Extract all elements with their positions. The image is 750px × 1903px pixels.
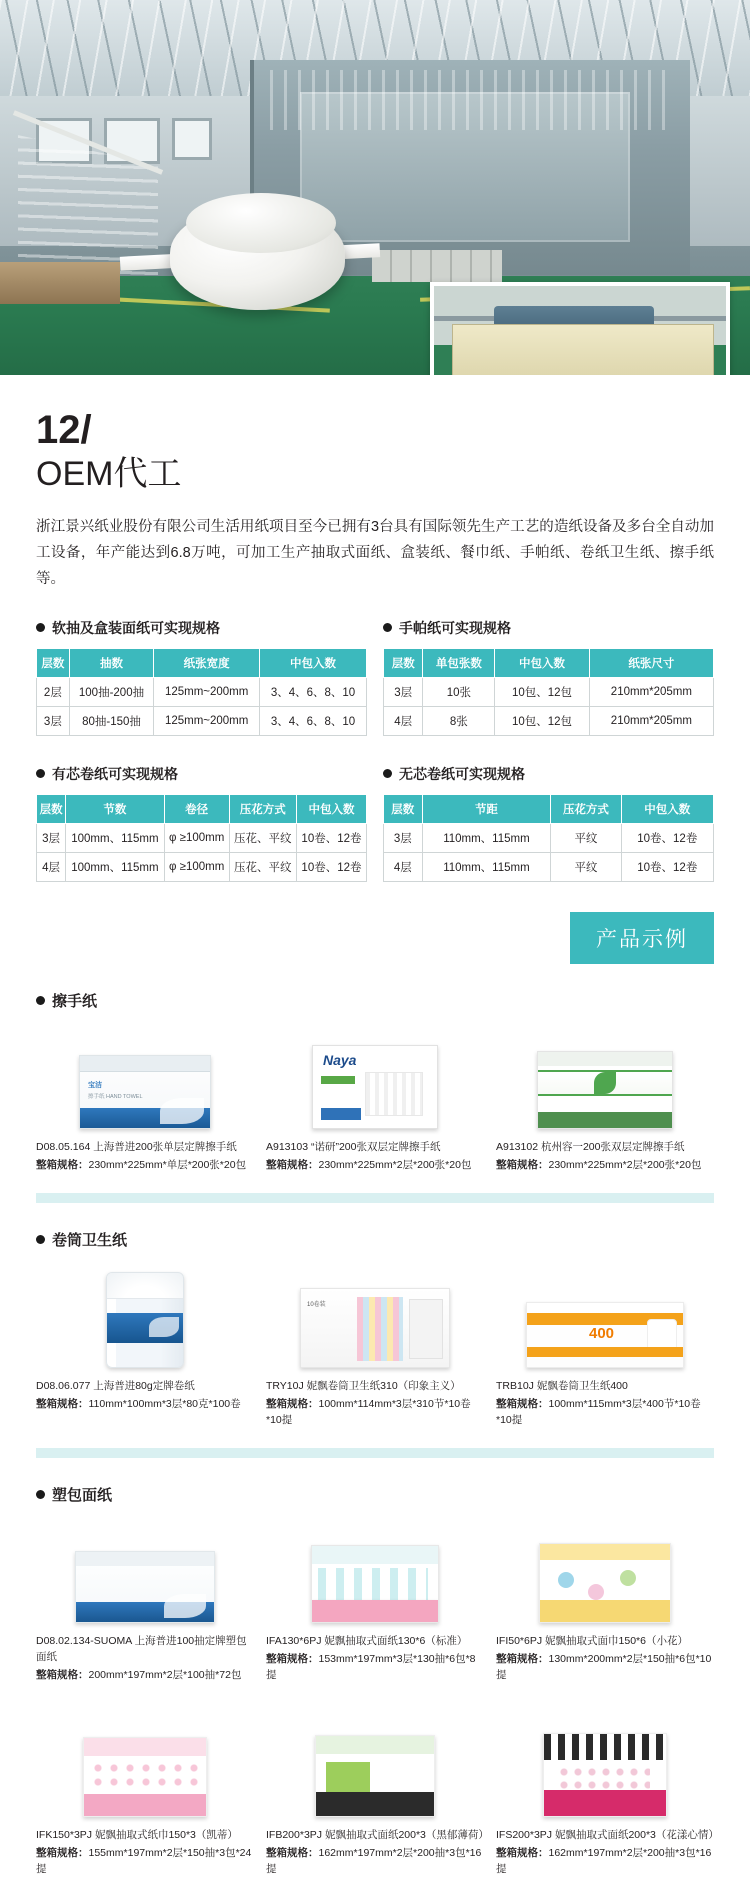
product-image: [496, 1021, 714, 1129]
table-row: [384, 677, 714, 706]
pack-bottom-band: [544, 1790, 666, 1816]
product-code-name: A913102 杭州容一200张双层定牌擦手纸: [496, 1140, 685, 1153]
spec-table-cored-roll: [36, 794, 367, 882]
spec-value: 162mm*197mm*2层*200抽*3包*16提: [266, 1846, 482, 1875]
product-spec-line: [496, 1651, 714, 1683]
converting-line-photo: [430, 282, 730, 375]
product-spec-line: [266, 1157, 484, 1173]
product-card[interactable]: [496, 1021, 714, 1173]
spec-heading-label: 无芯卷纸可实现规格: [399, 765, 525, 782]
product-spec-line: [496, 1157, 714, 1173]
pack-bottom-band: [538, 1112, 672, 1128]
table-cell: 110mm、115mm: [422, 852, 551, 881]
package-mock-softpack-blue: [75, 1551, 215, 1623]
page-number: 12/: [36, 408, 92, 452]
pack-top-panel: [84, 1738, 206, 1756]
pack-swoosh-icon: [164, 1594, 206, 1618]
table-cell: 210mm*205mm: [589, 706, 713, 735]
product-card[interactable]: [266, 1021, 484, 1173]
table-cell: 10卷、12卷: [621, 852, 713, 881]
pack-top-panel: [76, 1552, 214, 1566]
product-card[interactable]: [266, 1709, 489, 1877]
spec-label: 整箱规格：: [36, 1158, 89, 1171]
spec-value: 155mm*197mm*2层*150抽*3包*24提: [36, 1846, 252, 1875]
table-cell: 100mm、115mm: [66, 823, 164, 852]
spec-label: 整箱规格：: [496, 1652, 549, 1665]
group-heading-hand-towel: [36, 990, 714, 1011]
column-header: 中包入数: [296, 794, 366, 823]
roll-stack: [357, 1297, 403, 1361]
spec-label: 整箱规格：: [36, 1668, 89, 1681]
spec-tables-row-2: [36, 764, 714, 882]
roll-top: [107, 1273, 183, 1299]
spec-heading-soft-box: [36, 618, 367, 638]
product-grid: [36, 1260, 714, 1428]
table-cell: 80抽-150抽: [69, 706, 154, 735]
table-cell: 10卷、12卷: [621, 823, 713, 852]
pack-top-panel: [312, 1546, 438, 1564]
pack-top-panel: [538, 1052, 672, 1066]
product-spec-line: [266, 1845, 484, 1877]
column-header: 层数: [384, 648, 423, 677]
pack-green-band: [321, 1076, 355, 1084]
package-mock-softpack-yellow: [539, 1543, 671, 1623]
package-mock-green: [537, 1051, 673, 1129]
column-header: 压花方式: [229, 794, 296, 823]
column-header: 压花方式: [551, 794, 621, 823]
spec-block-coreless-roll: [383, 764, 714, 882]
table-cell: 100抽-200抽: [69, 677, 154, 706]
product-card[interactable]: [36, 1021, 254, 1173]
pack-top-panel: [544, 1734, 666, 1760]
package-mock-softpack-kitty: [83, 1737, 207, 1817]
product-group-toilet-roll: [36, 1229, 714, 1428]
table-cell: 10卷、12卷: [296, 852, 366, 881]
product-group-soft-pack: [36, 1484, 719, 1877]
product-image: [36, 1260, 254, 1368]
product-card[interactable]: [266, 1515, 484, 1683]
product-image: [266, 1515, 484, 1623]
spec-block-handkerchief: [383, 618, 714, 736]
workshop-photo: [0, 0, 750, 375]
paper-jumbo-roll-top: [186, 193, 336, 253]
spec-label: 整箱规格：: [496, 1158, 549, 1171]
pack-pattern: [318, 1568, 428, 1600]
package-mock-roll-400: [526, 1302, 684, 1368]
window: [172, 118, 212, 160]
product-caption: [496, 1827, 719, 1877]
flower-icon: [558, 1572, 574, 1588]
table-row: [384, 823, 714, 852]
table-cell: 3、4、6、8、10: [260, 706, 367, 735]
section-divider: [36, 1193, 714, 1203]
group-heading-label: 擦手纸: [52, 992, 98, 1010]
spec-value: 130mm*200mm*2层*150抽*6包*10提: [496, 1652, 712, 1681]
table-row: [37, 852, 367, 881]
product-caption: [496, 1139, 714, 1173]
product-image: [36, 1709, 254, 1817]
table-cell: 210mm*205mm: [589, 677, 713, 706]
group-heading-toilet-roll: [36, 1229, 714, 1250]
examples-banner: [0, 912, 714, 964]
package-mock-naya: [312, 1045, 438, 1129]
table-cell: φ ≥100mm: [164, 852, 229, 881]
column-header: 节数: [66, 794, 164, 823]
table-cell: 4层: [384, 706, 423, 735]
column-header: 层数: [37, 648, 70, 677]
product-code-name: IFB200*3PJ 妮飘抽取式面纸200*3（黑郁薄荷）: [266, 1828, 489, 1841]
page-title: OEM代工: [36, 455, 182, 493]
pack-bottom-band: [321, 1108, 361, 1120]
spec-heading-coreless-roll: [383, 764, 714, 784]
leaf-icon: [594, 1072, 616, 1094]
product-spec-line: [266, 1651, 484, 1683]
table-header-row: [37, 794, 367, 823]
product-image: [266, 1260, 484, 1368]
group-heading-label: 塑包面纸: [52, 1486, 113, 1504]
spec-value: 230mm*225mm*2层*200张*20包: [318, 1158, 472, 1171]
pack-bottom-band: [540, 1600, 670, 1622]
table-cell: 2层: [37, 677, 70, 706]
pack-pattern: [558, 1766, 650, 1792]
product-grid-row-2: [36, 1709, 719, 1877]
table-cell: 125mm~200mm: [154, 677, 260, 706]
table-header-row: [384, 794, 714, 823]
product-caption: [266, 1827, 489, 1877]
pack-brand-text: 宝洁: [88, 1081, 102, 1089]
column-header: 纸张宽度: [154, 648, 260, 677]
spec-value: 230mm*225mm*单层*200张*20包: [88, 1158, 247, 1171]
product-grid: [36, 1021, 714, 1173]
product-caption: [266, 1139, 484, 1173]
spec-label: 整箱规格：: [36, 1397, 89, 1410]
table-cell: 压花、平纹: [229, 852, 296, 881]
pack-swoosh-icon: [149, 1317, 179, 1337]
product-caption: [266, 1633, 484, 1683]
spec-label: 整箱规格：: [266, 1397, 319, 1410]
overhead-pipes: [270, 70, 670, 130]
package-mock-hand-towel-blue: [79, 1055, 211, 1129]
spec-table-handkerchief: [383, 648, 714, 736]
pack-top-panel: [316, 1736, 434, 1754]
product-spec-line: [496, 1396, 714, 1428]
product-grid-row-1: [36, 1515, 714, 1683]
page-title-block: [0, 375, 750, 496]
spec-tables-row-1: [36, 618, 714, 736]
table-row: [384, 706, 714, 735]
table-cell: 3、4、6、8、10: [260, 677, 367, 706]
package-mock-roll-10pack: [300, 1288, 450, 1368]
column-header: 纸张尺寸: [589, 648, 713, 677]
product-card[interactable]: [36, 1709, 254, 1877]
group-heading-soft-pack: [36, 1484, 714, 1505]
spec-heading-label: 手帕纸可实现规格: [399, 619, 511, 636]
spec-label: 整箱规格：: [266, 1652, 319, 1665]
table-row: [384, 852, 714, 881]
bullet-dot-icon: [36, 769, 45, 778]
page-bottom-spacer: [0, 1877, 750, 1903]
product-image: [266, 1709, 484, 1817]
examples-banner-label: 产品示例: [570, 912, 714, 964]
table-cell: φ ≥100mm: [164, 823, 229, 852]
flower-icon: [620, 1570, 636, 1586]
product-card[interactable]: [36, 1260, 254, 1428]
spec-heading-label: 有芯卷纸可实现规格: [52, 765, 178, 782]
spec-value: 153mm*197mm*3层*130抽*6包*8提: [266, 1652, 476, 1681]
column-header: 卷径: [164, 794, 229, 823]
product-caption: [36, 1378, 254, 1412]
column-header: 单包张数: [423, 648, 495, 677]
spec-label: 整箱规格：: [266, 1158, 319, 1171]
product-code-name: IFA130*6PJ 妮飘抽取式面纸130*6（标准）: [266, 1634, 468, 1647]
product-code-name: D08.06.077 上海普进80g定牌卷纸: [36, 1379, 195, 1392]
table-cell: 10卷、12卷: [296, 823, 366, 852]
spec-label: 整箱规格：: [496, 1846, 549, 1859]
product-caption: [36, 1827, 254, 1877]
pack-bottom-band: [84, 1794, 206, 1816]
package-mock-softpack-mint: [315, 1735, 435, 1817]
product-image: [496, 1709, 714, 1817]
table-header-row: [384, 648, 714, 677]
table-cell: 3层: [384, 677, 423, 706]
bullet-dot-icon: [36, 996, 45, 1005]
table-cell: 10张: [423, 677, 495, 706]
column-header: 层数: [384, 794, 423, 823]
product-card[interactable]: [496, 1709, 719, 1877]
pack-brand-text: Naya: [323, 1051, 357, 1068]
table-cell: 100mm、115mm: [66, 852, 164, 881]
pack-emboss-window: [365, 1072, 423, 1116]
product-card[interactable]: [36, 1515, 254, 1683]
spec-table-soft-box: [36, 648, 367, 736]
product-card[interactable]: [266, 1260, 484, 1428]
product-caption: [496, 1378, 714, 1428]
pack-top-panel: [80, 1056, 210, 1072]
column-header: 中包入数: [621, 794, 713, 823]
product-card[interactable]: [496, 1260, 714, 1428]
bullet-dot-icon: [383, 623, 392, 632]
intro-paragraph: 浙江景兴纸业股份有限公司生活用纸项目至今已拥有3台具有国际领先生产工艺的造纸设备及多台全自动加工设备，年产能达到6.8万吨，可加工生产抽取式面纸、盒装纸、餐巾纸、手帕纸、卷纸卫生纸、擦手纸等。: [36, 518, 714, 587]
pack-swoosh-icon: [160, 1098, 204, 1124]
bullet-dot-icon: [36, 1490, 45, 1499]
spec-heading-label: 软抽及盒装面纸可实现规格: [52, 619, 220, 636]
inset-machine: [452, 324, 714, 375]
product-group-hand-towel: [36, 990, 714, 1173]
spec-block-soft-box: [36, 618, 367, 736]
product-code-name: TRY10J 妮飘卷筒卫生纸310（印象主义）: [266, 1379, 461, 1392]
product-code-name: TRB10J 妮飘卷筒卫生纸400: [496, 1379, 628, 1392]
table-cell: 4层: [384, 852, 423, 881]
product-caption: [36, 1633, 254, 1683]
product-spec-line: [36, 1667, 254, 1683]
table-cell: 平纹: [551, 852, 621, 881]
spec-label: 整箱规格：: [266, 1846, 319, 1859]
spec-value: 200mm*197mm*2层*100抽*72包: [88, 1668, 242, 1681]
spec-value: 100mm*115mm*3层*400节*10卷*10提: [496, 1397, 701, 1426]
column-header: 节距: [422, 794, 551, 823]
product-image: [496, 1515, 714, 1623]
pack-top-panel: [540, 1544, 670, 1560]
pack-label-text: 10卷装: [307, 1301, 326, 1308]
bullet-dot-icon: [383, 769, 392, 778]
product-card[interactable]: [496, 1515, 714, 1683]
product-caption: [36, 1139, 254, 1173]
table-row: [37, 823, 367, 852]
product-code-name: D08.02.134-SUOMA 上海普进100抽定牌塑包面纸: [36, 1634, 247, 1663]
pack-bottom-band: [527, 1347, 683, 1357]
table-header-row: [37, 648, 367, 677]
table-cell: 3层: [37, 706, 70, 735]
column-header: 抽数: [69, 648, 154, 677]
table-cell: 3层: [384, 823, 423, 852]
spec-value: 162mm*197mm*2层*200抽*3包*16提: [496, 1846, 712, 1875]
table-cell: 110mm、115mm: [422, 823, 551, 852]
product-caption: [496, 1633, 714, 1683]
stacked-boxes: [372, 250, 502, 282]
pallet: [0, 262, 120, 304]
product-code-name: IFI50*6PJ 妮飘抽取式面巾150*6（小花）: [496, 1634, 688, 1647]
table-cell: 压花、平纹: [229, 823, 296, 852]
bullet-dot-icon: [36, 623, 45, 632]
section-divider: [36, 1448, 714, 1458]
column-header: 层数: [37, 794, 66, 823]
package-mock-softpack-pink: [311, 1545, 439, 1623]
product-spec-line: [496, 1845, 714, 1877]
spec-block-cored-roll: [36, 764, 367, 882]
spec-label: 整箱规格：: [496, 1397, 549, 1410]
spec-heading-handkerchief: [383, 618, 714, 638]
flower-icon: [588, 1584, 604, 1600]
product-image: [496, 1260, 714, 1368]
product-spec-line: [36, 1845, 254, 1877]
pack-bottom-band: [312, 1600, 438, 1622]
spec-table-coreless-roll: [383, 794, 714, 882]
spec-value: 230mm*225mm*2层*200张*20包: [548, 1158, 702, 1171]
spec-value: 100mm*114mm*3层*310节*10卷*10提: [266, 1397, 471, 1426]
table-cell: 10包、12包: [495, 677, 590, 706]
table-row: [37, 706, 367, 735]
table-cell: 8张: [423, 706, 495, 735]
table-row: [37, 677, 367, 706]
product-code-name: IFS200*3PJ 妮飘抽取式面纸200*3（花漾心情）: [496, 1828, 719, 1841]
table-cell: 125mm~200mm: [154, 706, 260, 735]
pack-sub-text: 擦手纸 HAND TOWEL: [88, 1093, 143, 1100]
pack-right-panel: [409, 1299, 443, 1359]
table-cell: 3层: [37, 823, 66, 852]
product-code-name: IFK150*3PJ 妮飘抽取式纸巾150*3（凯蒂）: [36, 1828, 238, 1841]
product-image: [36, 1021, 254, 1129]
pack-bottom-band: [316, 1792, 434, 1816]
product-caption: [266, 1378, 484, 1428]
package-mock-softpack-heart: [543, 1733, 667, 1817]
pack-pattern: [92, 1762, 198, 1792]
pack-number-text: 400: [589, 1324, 615, 1342]
column-header: 中包入数: [495, 648, 590, 677]
column-header: 中包入数: [260, 648, 367, 677]
bullet-dot-icon: [36, 1235, 45, 1244]
table-cell: 4层: [37, 852, 66, 881]
spec-label: 整箱规格：: [36, 1846, 89, 1859]
product-code-name: D08.05.164 上海普进200张单层定牌擦手纸: [36, 1140, 237, 1153]
group-heading-label: 卷筒卫生纸: [52, 1231, 128, 1249]
table-cell: 平纹: [551, 823, 621, 852]
product-image: [36, 1515, 254, 1623]
product-spec-line: [266, 1396, 484, 1428]
package-mock-roll-blue: [106, 1272, 184, 1368]
spec-heading-cored-roll: [36, 764, 367, 784]
table-cell: 10包、12包: [495, 706, 590, 735]
product-spec-line: [36, 1157, 254, 1173]
spec-value: 110mm*100mm*3层*80克*100卷: [88, 1397, 241, 1410]
product-image: [266, 1021, 484, 1129]
product-code-name: A913103 “诺研”200张双层定牌擦手纸: [266, 1140, 441, 1153]
product-spec-line: [36, 1396, 254, 1412]
